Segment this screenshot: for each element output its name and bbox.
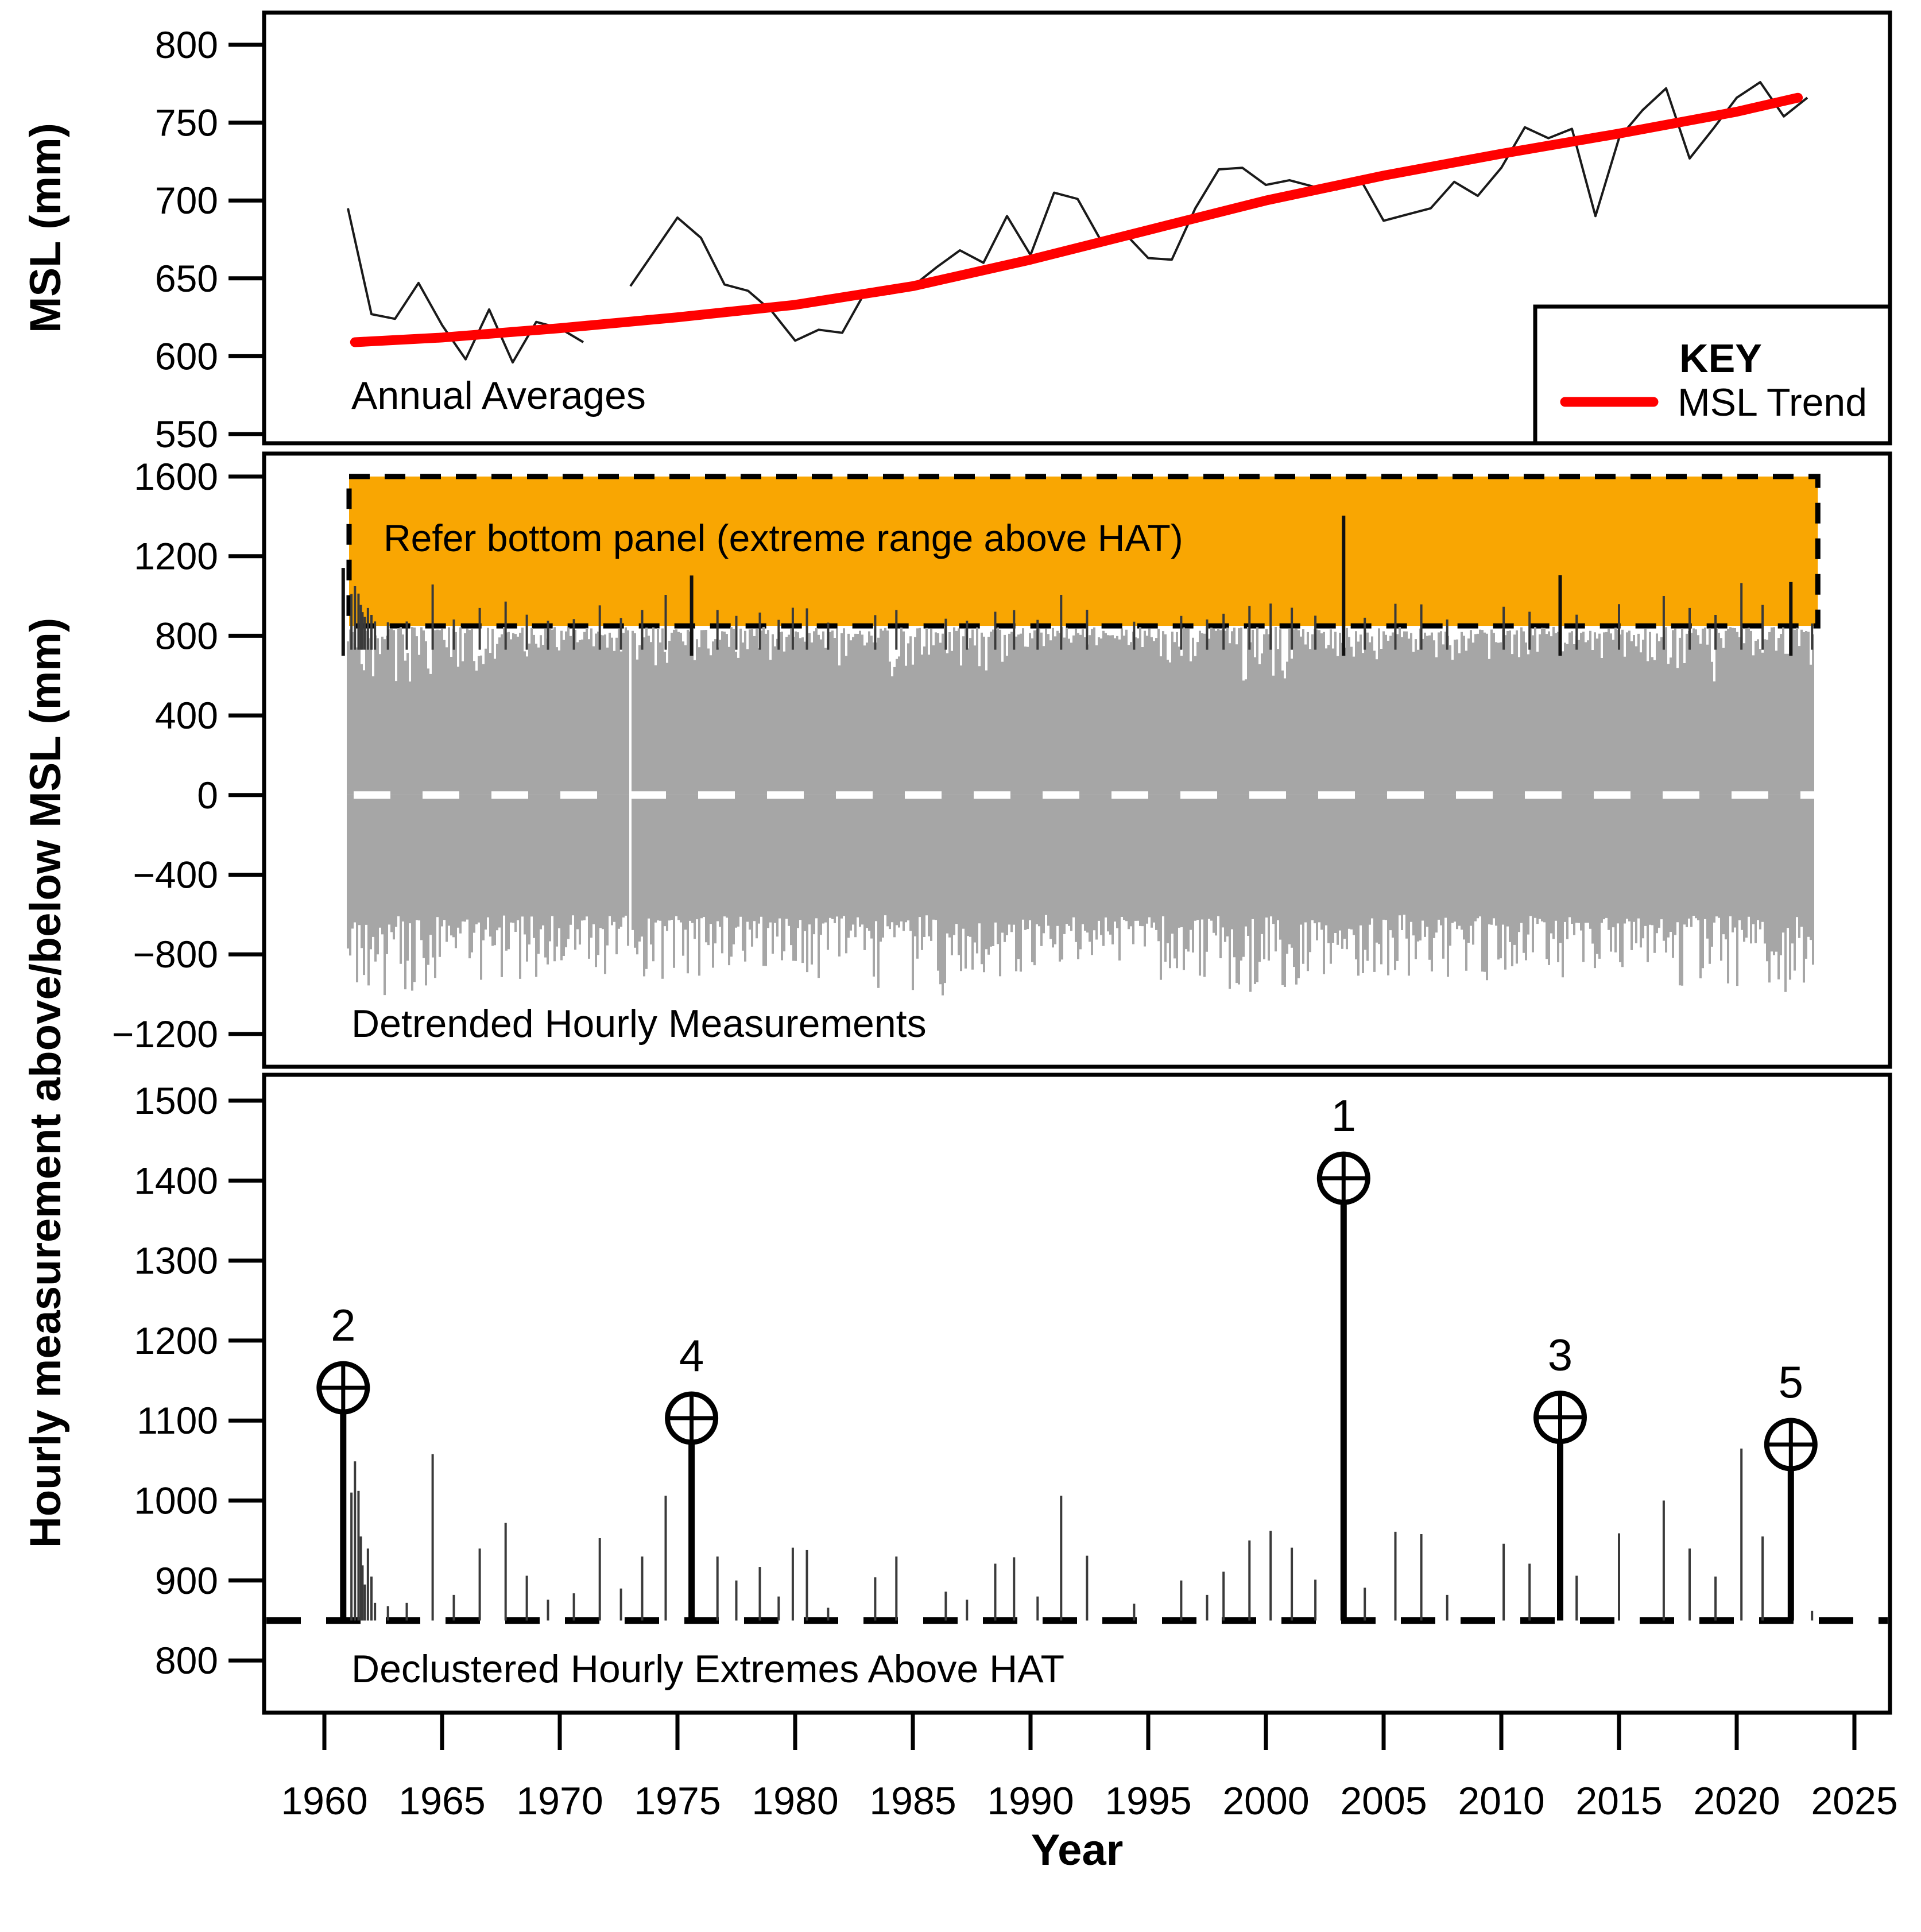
extreme-rank-number: 3 <box>1547 1329 1573 1380</box>
panel-declustered-label: Declustered Hourly Extremes Above HAT <box>351 1647 1065 1691</box>
y-tick-label: 1400 <box>134 1159 218 1202</box>
y-axis-title-msl: MSL (mm) <box>21 123 70 333</box>
y-tick-label: 0 <box>197 773 218 816</box>
refer-bottom-panel-annotation: Refer bottom panel (extreme range above HAT) <box>384 517 1183 559</box>
y-tick-label: 650 <box>154 257 218 300</box>
y-tick-label: 600 <box>154 335 218 378</box>
x-tick-label: 1980 <box>752 1779 839 1823</box>
y-tick-label: 1100 <box>137 1399 218 1442</box>
y-axis-title-hourly: Hourly measurement above/below MSL (mm) <box>21 617 70 1548</box>
y-tick-label: 750 <box>154 101 218 144</box>
panel-declustered-y-axis <box>134 1079 264 1682</box>
extreme-rank-number: 5 <box>1778 1356 1803 1407</box>
extreme-rank-number: 1 <box>1331 1090 1356 1141</box>
panel-declustered-border <box>264 1075 1890 1713</box>
panel-detrended-y-axis <box>112 455 264 1055</box>
y-tick-label: −400 <box>133 853 218 896</box>
extreme-rank-number: 2 <box>331 1300 356 1351</box>
x-tick-label: 2005 <box>1340 1779 1427 1823</box>
x-tick-label: 1985 <box>869 1779 956 1823</box>
x-axis-title: Year <box>1031 1826 1124 1875</box>
panel-annual-label: Annual Averages <box>351 374 646 417</box>
x-tick-label: 1995 <box>1105 1779 1192 1823</box>
extreme-rank-number: 4 <box>679 1330 704 1381</box>
y-tick-label: 550 <box>154 413 218 455</box>
shared-x-axis <box>281 1713 1897 1823</box>
detrended-hourly-band-upper <box>348 627 1813 795</box>
y-tick-label: −800 <box>133 933 218 976</box>
y-tick-label: 1600 <box>134 455 218 498</box>
y-tick-label: 1200 <box>134 1319 218 1362</box>
x-tick-label: 1965 <box>398 1779 486 1823</box>
detrended-hourly-series <box>343 477 1818 1004</box>
y-tick-label: 1300 <box>134 1239 218 1282</box>
legend-title: KEY <box>1679 336 1762 381</box>
detrended-hourly-band-lower <box>348 795 1813 996</box>
y-tick-label: 800 <box>154 1639 218 1682</box>
x-tick-label: 2010 <box>1458 1779 1545 1823</box>
y-tick-label: 800 <box>154 24 218 66</box>
y-tick-label: 1000 <box>134 1479 218 1522</box>
y-tick-label: 400 <box>154 694 218 737</box>
x-tick-label: 1960 <box>281 1779 368 1823</box>
x-tick-label: 2020 <box>1693 1779 1780 1823</box>
legend-msl-trend-label: MSL Trend <box>1678 381 1868 424</box>
data-gap-line <box>629 627 632 1004</box>
panel-detrended-label: Detrended Hourly Measurements <box>351 1002 927 1046</box>
x-tick-label: 1970 <box>516 1779 603 1823</box>
y-tick-label: 900 <box>154 1559 218 1602</box>
y-tick-label: 800 <box>154 614 218 657</box>
panel-annual-y-axis <box>155 24 264 455</box>
y-tick-label: 700 <box>154 179 218 222</box>
y-tick-label: 1200 <box>134 535 218 578</box>
x-tick-label: 2015 <box>1575 1779 1663 1823</box>
x-tick-label: 1990 <box>987 1779 1074 1823</box>
legend-key-box <box>1535 307 1890 443</box>
y-tick-label: 1500 <box>134 1079 218 1122</box>
x-tick-label: 2025 <box>1811 1779 1898 1823</box>
x-tick-label: 1975 <box>634 1779 721 1823</box>
declustered-extremes-series <box>266 1090 1888 1620</box>
x-tick-label: 2000 <box>1222 1779 1310 1823</box>
y-tick-label: −1200 <box>111 1012 218 1055</box>
